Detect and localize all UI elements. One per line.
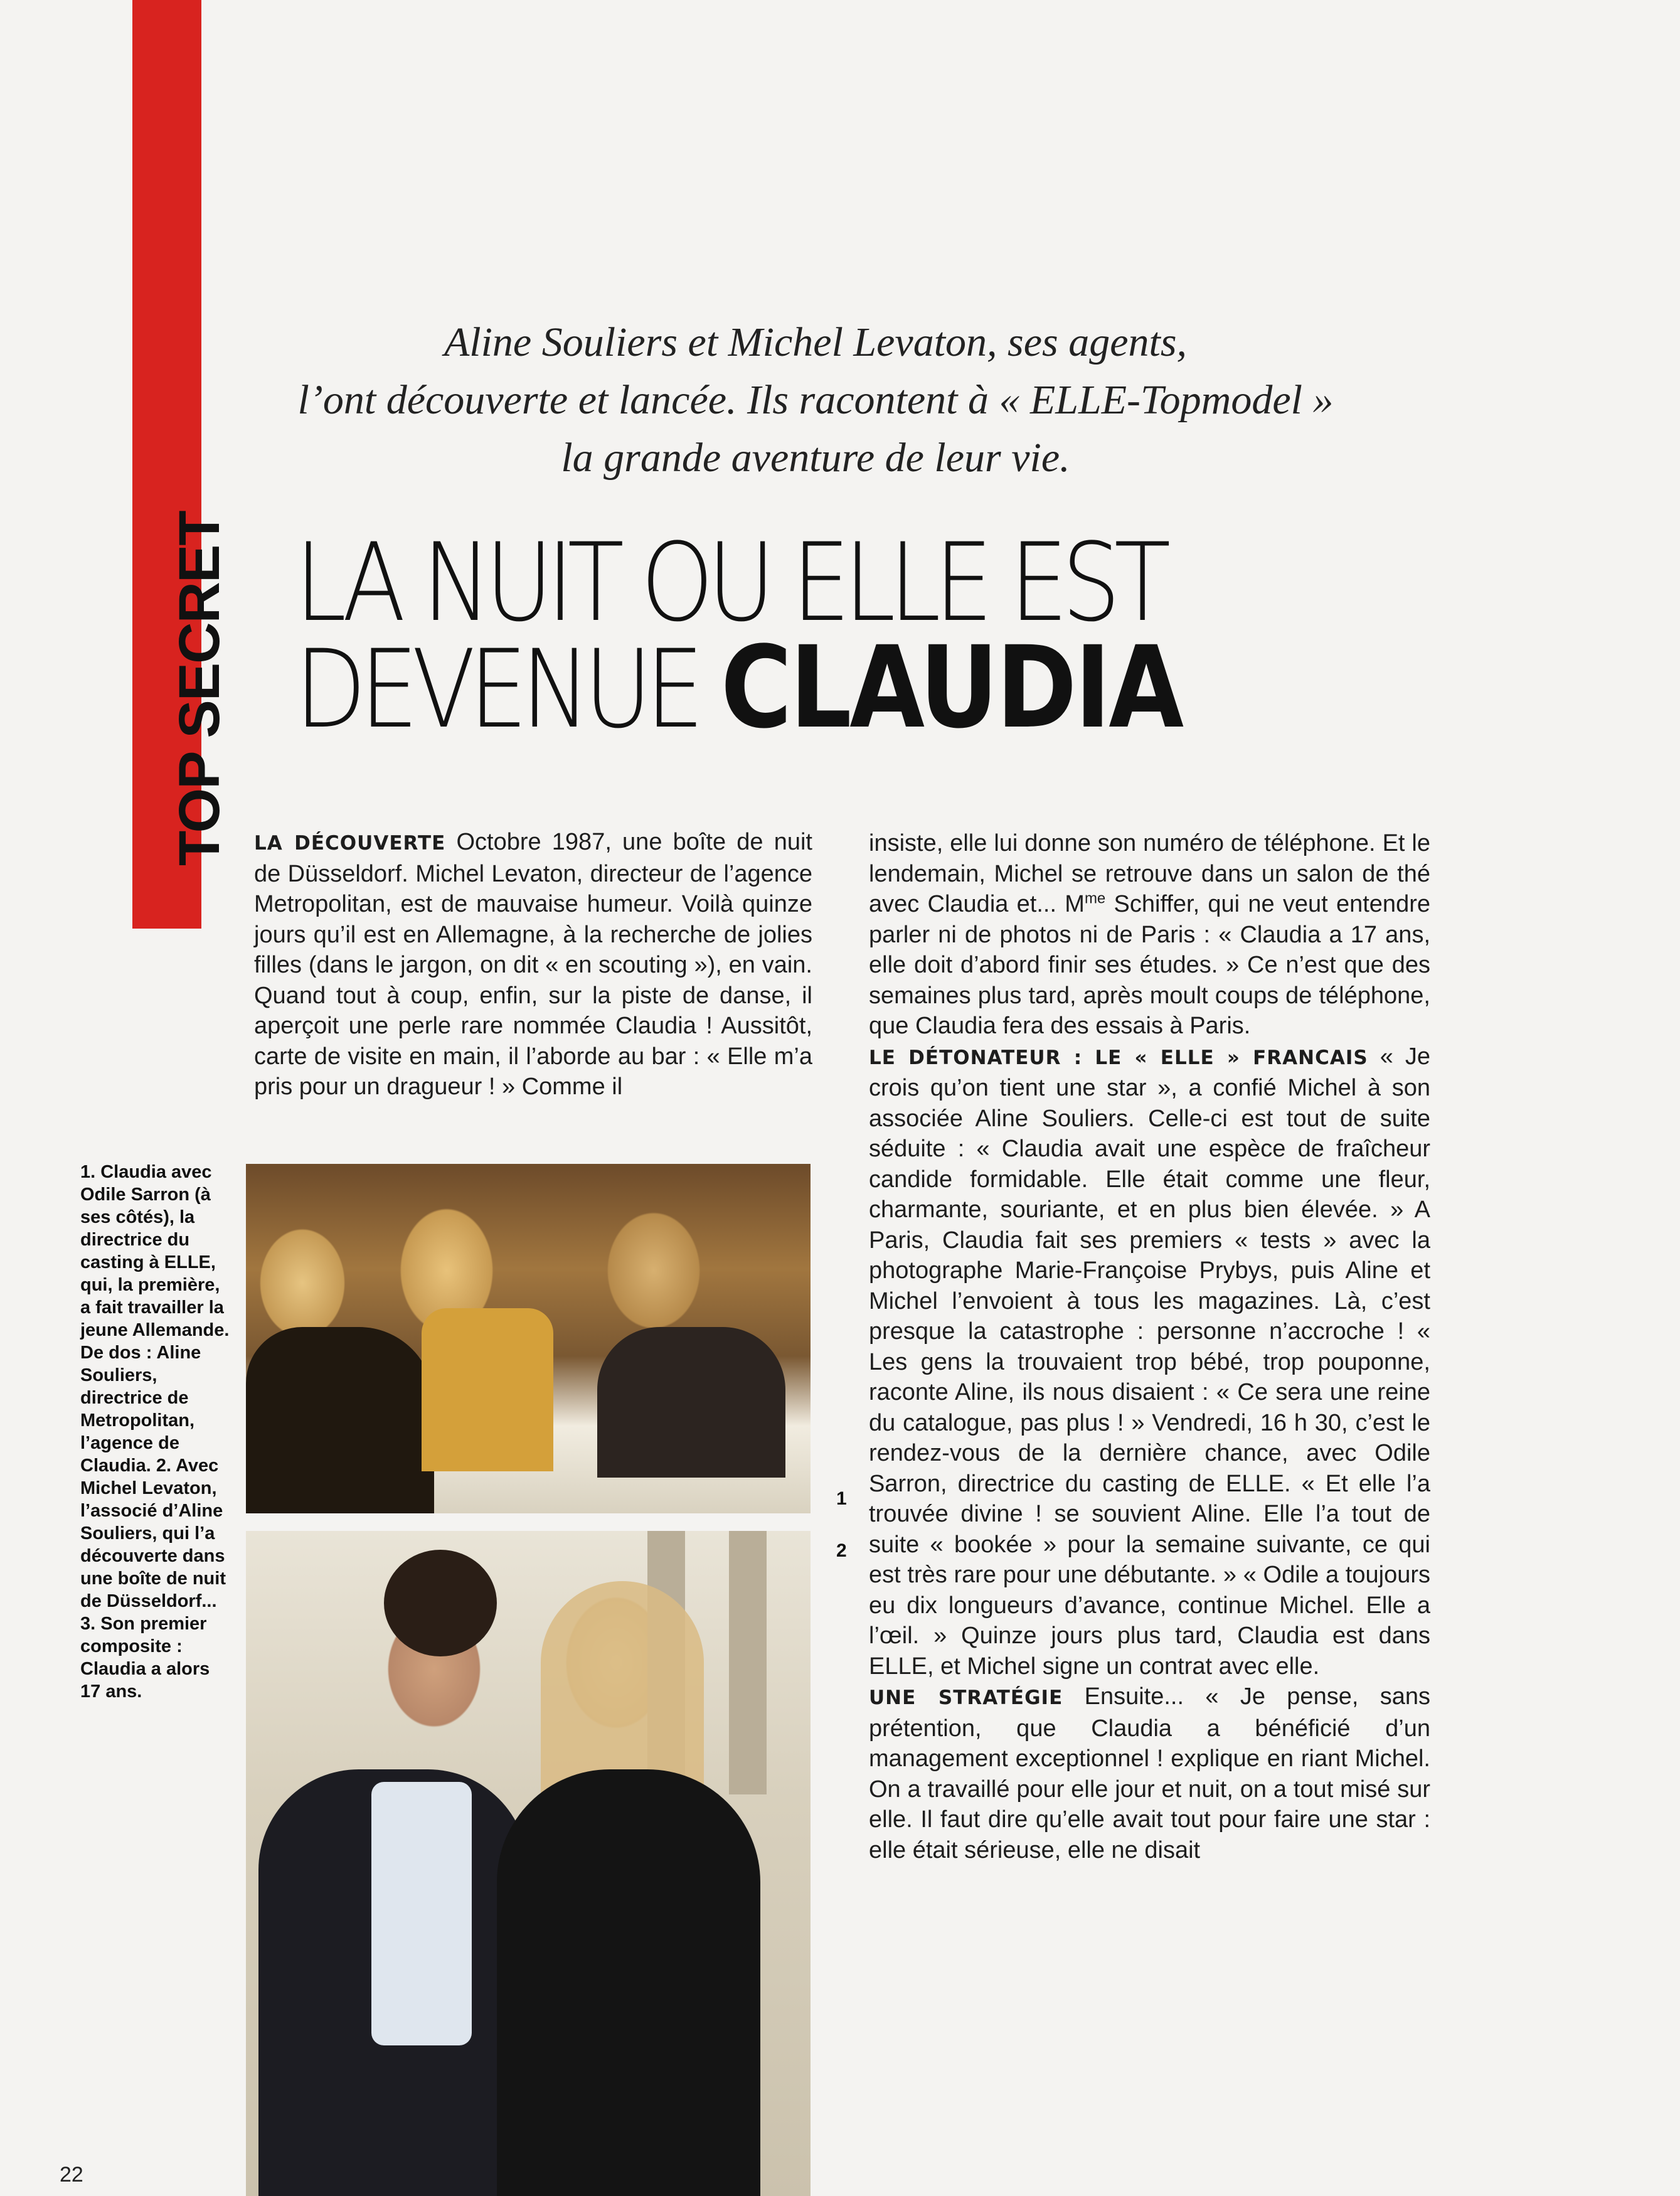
- photo-figure: [246, 1327, 434, 1513]
- kicker-detonateur: LE DÉTONATEUR : LE « ELLE » FRANCAIS: [869, 1046, 1368, 1069]
- intro-line: l’ont découverte et lancée. Ils racontent à « ELLE-Topmodel »: [297, 377, 1334, 423]
- photo-restaurant: [246, 1164, 811, 1513]
- headline-bold: CLAUDIA: [720, 622, 1182, 754]
- kicker-strategie: UNE STRATÉGIE: [869, 1687, 1063, 1709]
- photo-figure: [371, 1782, 472, 2045]
- article-text: Octobre 1987, une boîte de nuit de Düsseldorf. Michel Levaton, directeur de l’agence Metropolitan, est de mauvaise humeur. Voilà quinze jours qu’il est en Allemagne, à la recherche de jolies filles (dans le jargon, on dit « en scouting »), en vain. Quand tout à coup, enfin, sur la piste de danse, il aperçoit une perle rare nommée Claudia ! Aussitôt, carte de visite en main, il l’aborde au bar : « Elle m’a pris pour un dragueur ! » Comme il: [254, 829, 812, 1100]
- headline-line-1: LA NUIT OU ELLE EST: [295, 520, 1165, 646]
- photo-figure: [422, 1308, 553, 1471]
- article-text: Ensuite... « Je pense, sans prétention, que Claudia a bénéficié d’un management exceptionnel ! explique en riant Michel. On a travaillé pour elle jour et nuit, on a tout misé sur elle. Il faut dire qu’elle avait tout pour faire une star : elle était sérieuse, elle ne disait: [869, 1683, 1430, 1863]
- kicker-decouverte: LA DÉCOUVERTE: [254, 832, 446, 855]
- article-text: insiste, elle lui donne son numéro de téléphone. Et le lendemain, Michel se retrouve dans un salon de thé avec Claudia et... M: [869, 830, 1430, 917]
- article-text: Schiffer, qui ne veut entendre parler ni de photos ni de Paris : « Claudia a 17 ans, elle doit d’abord finir ses études. » Ce n’est que des semaines plus tard, après moult coups de téléphone, que Claudia fera des essais à Paris.: [869, 891, 1430, 1039]
- intro-line: Aline Souliers et Michel Levaton, ses agents,: [444, 319, 1188, 365]
- article-text: « Je crois qu’on tient une star », a confié Michel à son associée Aline Souliers. Celle-ci est tout de suite séduite : « Claudia avait une espèce de fraîcheur candide formidable. Elle était comme une fleur, charmante, souriante, et en plus bien élevée. » A Paris, Claudia fait ses premiers « tests » avec la photographe Marie-Françoise Prybys, puis Aline et Michel l’envoient à tous les magazines. Là, c’est presque la catastrophe : personne n’accroche ! « Les gens la trouvaient trop bébé, trop pouponne, raconte Aline, ils nous disaient : « Ce sera une reine du catalogue, pas plus ! » Vendredi, 16 h 30, c’est le rendez-vous de la dernière chance, avec Odile Sarron, directrice du casting de ELLE. « Et elle l’a trouvée divine ! se souvient Aline. Elle l’a tout de suite « bookée » pour la semaine suivante, ce qui est très rare pour une débutante. » « Odile a toujours eu dix longueurs d’avance, continue Michel. Elle a l’œil. » Quinze jours plus tard, Claudia est dans ELLE, et Michel signe un contrat avec elle.: [869, 1043, 1430, 1680]
- intro-line: la grande aventure de leur vie.: [561, 435, 1070, 481]
- photo-figure: [597, 1327, 785, 1478]
- section-tag: TOP SECRET: [167, 511, 231, 866]
- photo-column: [729, 1531, 767, 1794]
- photo-figure: [497, 1769, 760, 2196]
- photo-figure: [384, 1550, 497, 1656]
- superscript: me: [1084, 890, 1106, 907]
- page-number: 22: [60, 2163, 83, 2187]
- photo-number-2: 2: [836, 1540, 847, 1561]
- photo-caption: 1. Claudia avec Odile Sarron (à ses côtés), la directrice du casting à ELLE, qui, la première, a fait travailler la jeune Allemande. De dos : Aline Souliers, directrice de Metropolitan, l’agence de Claudia. 2. Avec Michel Levaton, l’associé d’Aline Souliers, qui l’a découverte dans une boîte de nuit de Düsseldorf... 3. Son premier composite : Claudia a alors 17 ans.: [80, 1162, 230, 1702]
- headline-light: DEVENUE: [295, 626, 698, 752]
- headline-line-2: [295, 622, 1320, 754]
- photo-couple: [246, 1531, 811, 2196]
- article-column-right: [869, 828, 1430, 1865]
- article-column-left: [254, 827, 812, 1102]
- headline: [295, 520, 1320, 754]
- intro-standfirst: [207, 314, 1424, 487]
- photo-number-1: 1: [836, 1488, 847, 1509]
